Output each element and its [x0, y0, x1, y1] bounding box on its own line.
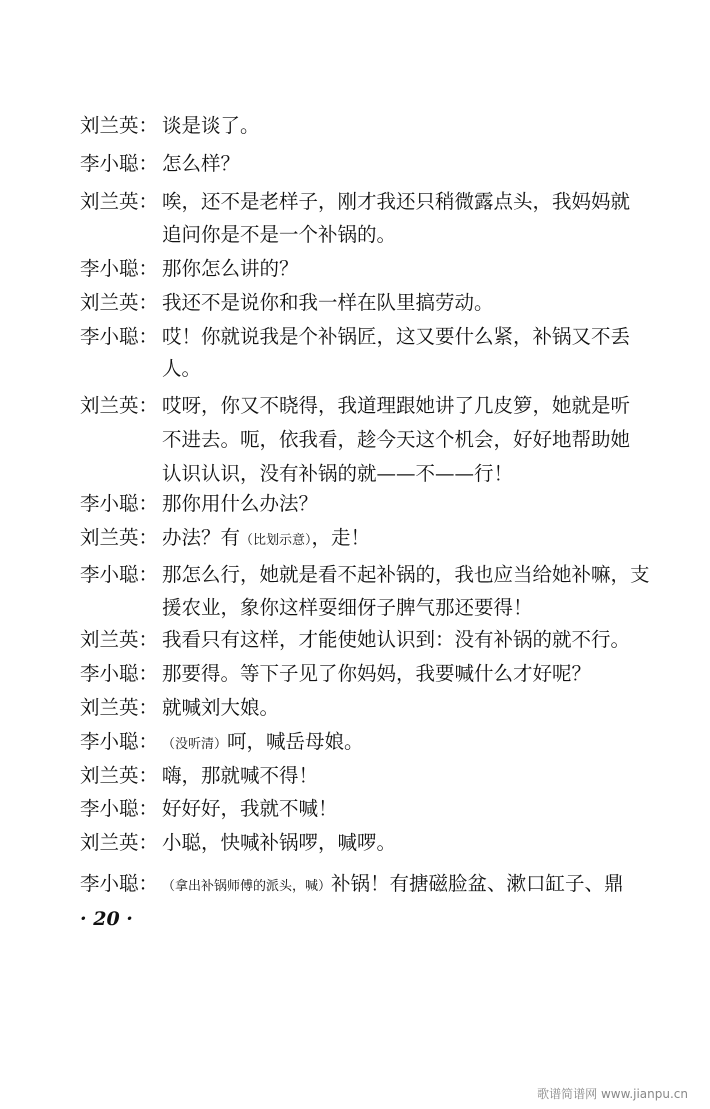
dialogue-text: 那你怎么讲的？ [162, 257, 299, 280]
stage-direction: （拿出补锅师傅的派头，喊） [162, 879, 332, 894]
dialogue-text: 那要得。等下子见了你妈妈，我要喊什么才好呢？ [162, 662, 592, 685]
speaker-name: 刘兰英： [80, 764, 159, 787]
speaker-name: 刘兰英： [80, 696, 159, 719]
dialogue-continuation: 追问你是不是一个补锅的。 [162, 223, 397, 246]
dialogue-text: 嗨，那就喊不得！ [162, 764, 319, 787]
dialogue-line [80, 730, 364, 757]
dialogue-text: 我看只有这样，才能使她认识到：没有补锅的就不行。 [162, 628, 631, 651]
dialogue-continuation: 不进去。呃，依我看，趁今天这个机会，好好地帮助她 [162, 428, 631, 451]
speaker-name: 李小聪： [80, 325, 159, 348]
stage-direction: （没听清） [162, 737, 228, 752]
dialogue-text: 怎么样？ [162, 152, 241, 175]
watermark: 歌谱简谱网 www.jianpu.cn [537, 1087, 688, 1101]
dialogue-line [80, 152, 240, 176]
speaker-name: 刘兰英： [80, 114, 159, 137]
speaker-name: 李小聪： [80, 662, 159, 685]
dialogue-text: 谈是谈了。 [162, 114, 260, 137]
speaker-name: 李小聪： [80, 152, 159, 175]
speaker-name: 李小聪： [80, 257, 159, 280]
dialogue-text-post: ，走！ [311, 526, 371, 549]
speaker-name: 李小聪： [80, 872, 159, 895]
dialogue-text: 哎呀，你又不晓得，我道理跟她讲了几皮箩，她就是听 [162, 394, 631, 417]
dialogue-text-pre: 办法？有 [162, 526, 241, 549]
dialogue-line [80, 797, 338, 821]
dialogue-text: 就喊刘大娘。 [162, 696, 280, 719]
dialogue-line [80, 831, 396, 855]
dialogue-text: 小聪，快喊补锅啰，喊啰。 [162, 831, 397, 854]
dialogue-text: 那你用什么办法？ [162, 492, 319, 515]
dialogue-text: 唉，还不是老样子，刚才我还只稍微露点头，我妈妈就 [162, 190, 631, 213]
dialogue-text: 那怎么行，她就是看不起补锅的，我也应当给她补嘛，支 [162, 563, 650, 586]
dialogue-line [80, 492, 318, 516]
dialogue-continuation: 援农业，象你这样耍细伢子脾气那还要得！ [162, 596, 533, 619]
dialogue-line [80, 662, 591, 686]
speaker-name: 刘兰英： [80, 291, 159, 314]
dialogue-line [80, 628, 630, 652]
speaker-name: 刘兰英： [80, 394, 159, 417]
dialogue-text: 好好好，我就不喊！ [162, 797, 338, 820]
dialogue-line [80, 291, 494, 315]
page-number: · 20 · [80, 908, 133, 930]
speaker-name: 刘兰英： [80, 831, 159, 854]
dialogue-line [80, 114, 260, 138]
dialogue-line [80, 325, 630, 349]
dialogue-continuation: 认识认识，没有补锅的就——不——行！ [162, 462, 514, 485]
dialogue-line [80, 257, 299, 281]
dialogue-line [80, 190, 630, 214]
dialogue-text-post: 补锅！有搪磁脸盆、漱口缸子、鼎 [331, 872, 624, 895]
speaker-name: 李小聪： [80, 492, 159, 515]
dialogue-line [80, 696, 279, 720]
dialogue-text: 我还不是说你和我一样在队里搞劳动。 [162, 291, 494, 314]
speaker-name: 刘兰英： [80, 190, 159, 213]
stage-direction: （比划示意） [240, 533, 312, 548]
dialogue-line [80, 563, 650, 587]
speaker-name: 刘兰英： [80, 628, 159, 651]
dialogue-line [80, 394, 630, 418]
dialogue-text: 哎！你就说我是个补锅匠，这又要什么紧，补锅又不丢 [162, 325, 631, 348]
dialogue-line [80, 872, 624, 899]
dialogue-line [80, 764, 318, 788]
speaker-name: 李小聪： [80, 730, 159, 753]
dialogue-continuation: 人。 [162, 357, 202, 380]
speaker-name: 李小聪： [80, 797, 159, 820]
dialogue-text-post: 呵，喊岳母娘。 [227, 730, 364, 753]
dialogue-line [80, 526, 370, 553]
speaker-name: 刘兰英： [80, 526, 159, 549]
speaker-name: 李小聪： [80, 563, 159, 586]
